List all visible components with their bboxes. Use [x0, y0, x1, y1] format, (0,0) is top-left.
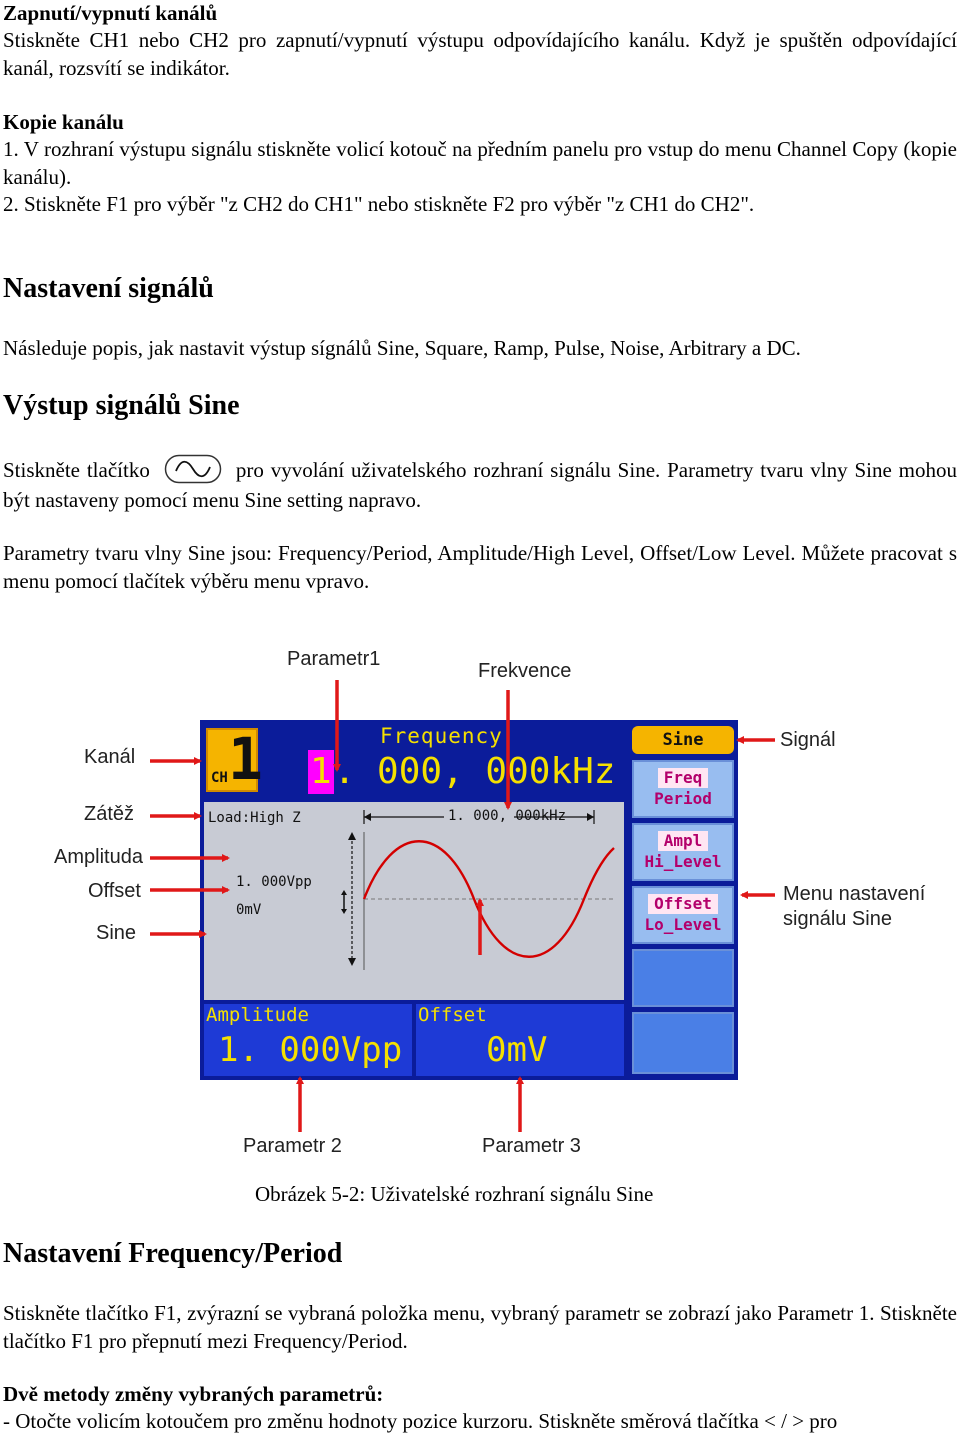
callout-frekvence: Frekvence	[478, 660, 572, 682]
freq-value-rest: . 000, 000kHz	[333, 751, 616, 792]
section-signals-text: Následuje popis, jak nastavit výstup sígnálů Sine, Square, Ramp, Pulse, Noise, Arbitrary a DC.	[3, 336, 801, 360]
section-sine-heading: Výstup signálů Sine	[3, 390, 240, 421]
wave-freq-label: 1. 000, 000kHz	[448, 808, 567, 824]
section-sine-params-text: Parametry tvaru vlny Sine jsou: Frequency/Period, Amplitude/High Level, Offset/Low Level. Můžete pracovat s menu pomocí tlačítek výběru menu vpravo.	[3, 541, 957, 593]
menu-sine-label: Sine	[662, 730, 704, 750]
offset-value: 0mV	[486, 1030, 548, 1070]
callout-sine: Sine	[96, 922, 137, 944]
section-power-text: Stiskněte CH1 nebo CH2 pro zapnutí/vypnutí výstupu odpovídajícího kanálu. Když je spuštěn odpovídající kanál, rozsvítí se indikátor.	[3, 28, 957, 80]
callout-offset: Offset	[88, 880, 141, 902]
offset-title: Offset	[418, 1004, 487, 1026]
wave-offset-label: 0mV	[236, 902, 262, 918]
section-freq-heading: Nastavení Frequency/Period	[3, 1238, 343, 1269]
section-copy-heading: Kopie kanálu	[3, 110, 124, 134]
freq-cursor-digit: 1	[310, 751, 332, 792]
load-label: Load:High Z	[208, 810, 301, 826]
menu-hilevel-label: Hi_Level	[644, 852, 722, 871]
callout-param1: Parametr1	[287, 648, 381, 670]
section-power-heading: Zapnutí/vypnutí kanálů	[3, 1, 218, 25]
section-copy-line1: 1. V rozhraní výstupu signálu stiskněte volicí kotouč na předním panelu pro vstup do menu Channel Copy (kopie kanálu).	[3, 137, 957, 189]
callout-menu-line2: signálu Sine	[783, 908, 892, 930]
section-signals-heading: Nastavení signálů	[3, 273, 214, 304]
callout-menu-line1: Menu nastavení	[783, 883, 926, 905]
menu-lolevel-label: Lo_Level	[644, 915, 722, 934]
menu-freq-label: Freq	[658, 768, 708, 788]
callout-zatez: Zátěž	[84, 803, 135, 825]
section-methods-line1: - Otočte volicím kotoučem pro změnu hodnoty pozice kurzoru. Stiskněte směrová tlačítka < / > pro	[3, 1409, 838, 1433]
callout-kanal: Kanál	[84, 746, 136, 768]
section-methods-heading: Dvě metody změny vybraných parametrů:	[3, 1382, 384, 1406]
amplitude-title: Amplitude	[206, 1004, 309, 1026]
callout-signal: Signál	[780, 729, 836, 751]
channel-number: 1	[228, 725, 263, 793]
callout-amplituda: Amplituda	[54, 846, 143, 868]
menu-period-label: Period	[654, 789, 712, 808]
channel-label: CH	[211, 770, 228, 786]
wave-amp-label: 1. 000Vpp	[236, 874, 312, 890]
freq-title: Frequency	[380, 724, 503, 748]
amplitude-value: 1. 000Vpp	[218, 1030, 403, 1070]
menu-offset-label: Offset	[648, 894, 718, 914]
menu-ampl-label: Ampl	[658, 831, 708, 851]
sine-text-before-icon: Stiskněte tlačítko	[3, 458, 150, 482]
section-freq-text: Stiskněte tlačítko F1, zvýrazní se vybraná položka menu, vybraný parametr se zobrazí jako Parametr 1. Stiskněte tlačítko F1 pro přepnutí mezi Frequency/Period.	[3, 1301, 957, 1353]
section-copy-line2: 2. Stiskněte F1 pro výběr "z CH2 do CH1" nebo stiskněte F2 pro výběr "z CH1 do CH2".	[3, 192, 755, 216]
callout-param2: Parametr 2	[243, 1135, 342, 1157]
figure-caption: Obrázek 5-2: Uživatelské rozhraní signálu Sine	[255, 1182, 654, 1206]
sine-text-after-icon: pro vyvolání uživatelského rozhraní signálu Sine. Parametry tvaru vlny Sine mohou být nastaveny pomocí menu Sine setting napravo.	[3, 458, 957, 513]
callout-param3: Parametr 3	[482, 1135, 581, 1157]
